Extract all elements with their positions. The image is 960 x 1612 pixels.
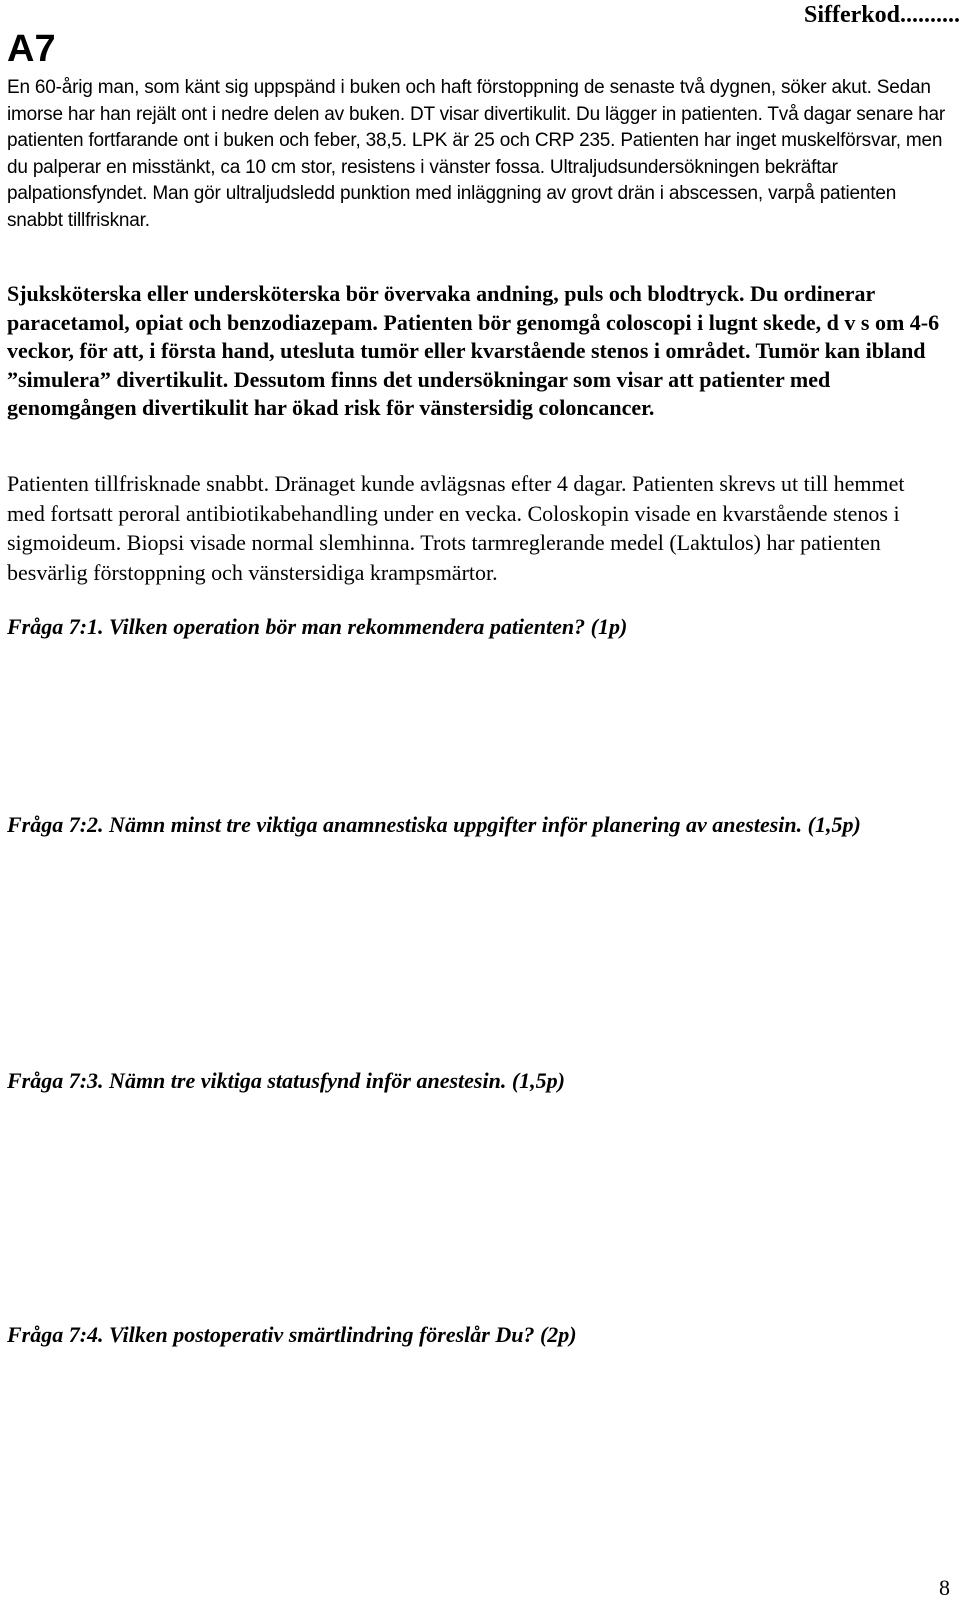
- question-7-4: Fråga 7:4. Vilken postoperativ smärtlindring föreslår Du? (2p): [7, 1322, 577, 1347]
- case-id: A7: [7, 28, 56, 70]
- case-followup-paragraph: Patienten tillfrisknade snabbt. Dränaget kunde avlägsnas efter 4 dagar. Patienten skrevs ut till hemmet med fortsatt peroral antibiotikabehandling under en vecka. Coloskopin visade en kvarstående stenos i sigmoideum. Biopsi visade normal slemhinna. Trots tarmreglerande medel (Laktulos) har patienten besvärlig förstoppning och vänstersidiga krampsmärtor.: [7, 471, 905, 585]
- case-nursing-paragraph: Sjuksköterska eller undersköterska bör övervaka andning, puls och blodtryck. Du ordinerar paracetamol, opiat och benzodiazepam. Patienten bör genomgå coloscopi i lugnt skede, d v s om 4-6 veckor, för att, i första hand, utesluta tumör eller kvarstående stenos i området. Tumör kan ibland ”simulera” divertikulit. Dessutom finns det undersökningar som visar att patienter med genomgången divertikulit har ökad risk för vänstersidig coloncancer.: [7, 281, 940, 420]
- question-7-1: Fråga 7:1. Vilken operation bör man rekommendera patienten? (1p): [7, 614, 628, 639]
- sifferkod-label: Sifferkod..........: [804, 2, 960, 28]
- page-number: 8: [939, 1575, 950, 1600]
- question-7-3: Fråga 7:3. Nämn tre viktiga statusfynd inför anestesin. (1,5p): [7, 1068, 565, 1093]
- question-7-2: Fråga 7:2. Nämn minst tre viktiga anamnestiska uppgifter inför planering av anestesin. (1,5p): [7, 812, 861, 837]
- case-intro-paragraph: En 60-årig man, som känt sig uppspänd i buken och haft förstoppning de senaste två dygnen, söker akut. Sedan imorse har han rejält ont i nedre delen av buken. DT visar divertikulit. Du lägger in patienten. Två dagar senare har patienten fortfarande ont i buken och feber, 38,5. LPK är 25 och CRP 235. Patienten har inget muskelförsvar, men du palperar en misstänkt, ca 10 cm stor, resistens i vänster fossa. Ultraljudsundersökningen bekräftar palpationsfyndet. Man gör ultraljudsledd punktion med inläggning av grovt drän i abscessen, varpå patienten snabbt tillfrisknar.: [7, 77, 946, 231]
